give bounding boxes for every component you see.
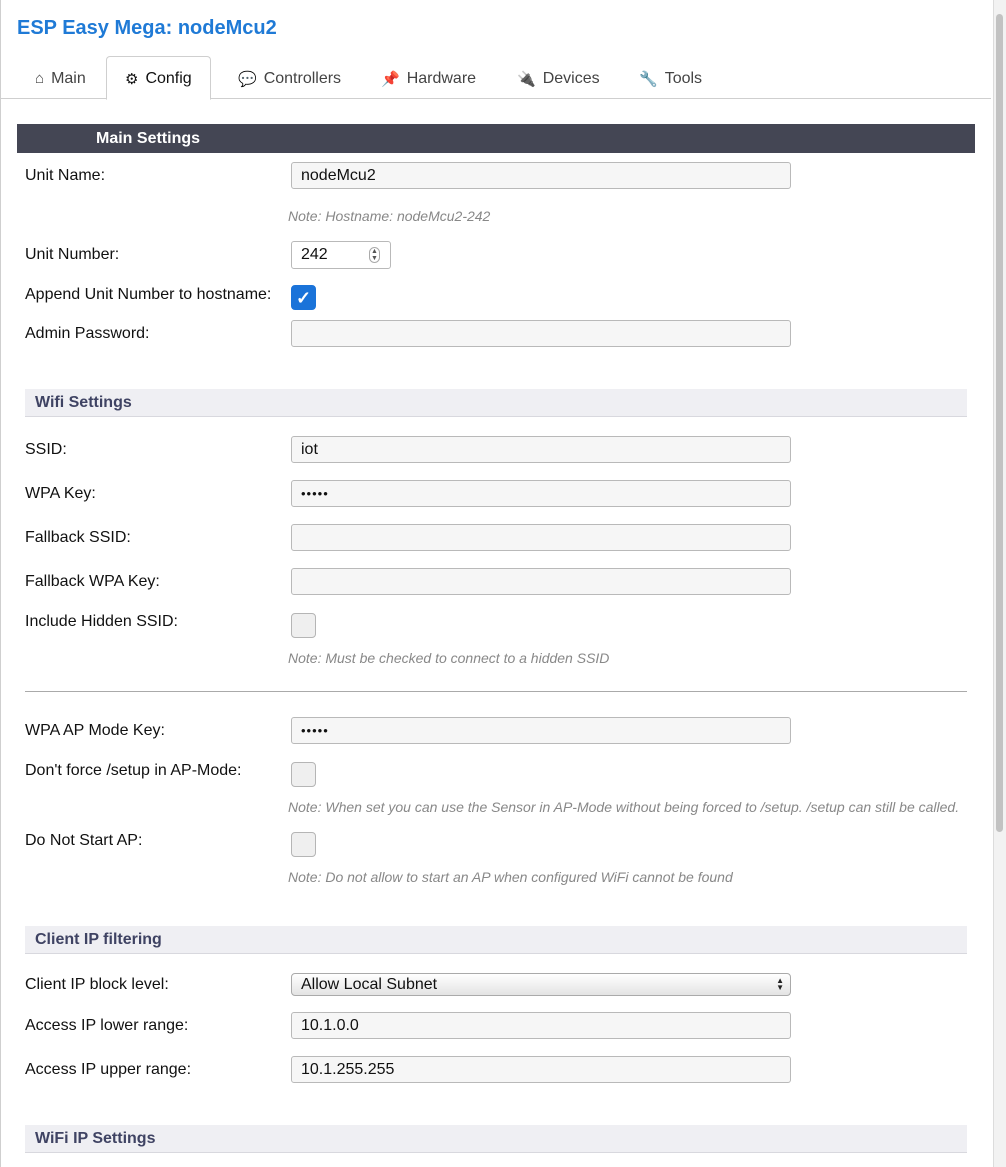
unit-name-label: Unit Name: [25,167,106,184]
unit-number-label: Unit Number: [25,246,120,263]
wpa-key-label: WPA Key: [25,485,96,502]
main-settings-header: Main Settings [17,124,975,153]
wpa-key-input[interactable]: ••••• [291,480,791,507]
access-ip-upper-range-label: Access IP upper range: [25,1061,192,1078]
page-title: ESP Easy Mega: nodeMcu2 [17,17,277,39]
dont-force-setup-note: Note: When set you can use the Sensor in AP-Mode without being forced to /setup. /setup can still be called. [288,799,960,815]
fallback-ssid-label: Fallback SSID: [25,529,131,546]
append-unit-number-checkbox[interactable] [291,285,316,310]
access-ip-upper-range-input[interactable]: 10.1.255.255 [291,1056,791,1083]
home-icon: ⌂ [35,70,45,87]
tab-devices[interactable] [517,56,600,99]
hidden-ssid-note: Note: Must be checked to connect to a hidden SSID [288,650,610,666]
tab-label: Config [145,70,192,87]
tab-bar [1,56,991,99]
wifi-ip-settings-header: WiFi IP Settings [25,1125,967,1153]
client-ip-filtering-header: Client IP filtering [25,926,967,954]
unit-number-stepper[interactable] [291,241,391,269]
dont-force-setup-label: Don't force /setup in AP-Mode: [25,762,242,779]
ssid-label: SSID: [25,441,67,458]
tab-label: Devices [542,69,600,87]
fallback-wpa-key-input[interactable] [291,568,791,595]
append-unit-number-label: Append Unit Number to hostname: [25,286,272,303]
access-ip-lower-range-label: Access IP lower range: [25,1017,189,1034]
admin-password-input[interactable] [291,320,791,347]
tab-label: Controllers [263,69,342,87]
tab-hardware[interactable] [381,56,476,99]
client-ip-block-level-label: Client IP block level: [25,976,169,993]
tab-label: Main [51,69,86,87]
speech-bubble-icon: 💬 [238,70,257,88]
plug-icon: 🔌 [517,70,536,88]
client-ip-block-level-select[interactable] [291,973,791,996]
fallback-ssid-input[interactable] [291,524,791,551]
do-not-start-ap-checkbox[interactable] [291,832,316,857]
select-value: Allow Local Subnet [301,976,438,993]
access-ip-lower-range-input[interactable]: 10.1.0.0 [291,1012,791,1039]
fallback-wpa-key-label: Fallback WPA Key: [25,573,160,590]
wrench-icon: 🔧 [639,70,658,88]
tab-controllers[interactable] [238,56,341,99]
admin-password-label: Admin Password: [25,325,150,342]
ssid-input[interactable]: iot [291,436,791,463]
wpa-ap-mode-key-label: WPA AP Mode Key: [25,722,165,739]
spinner-arrows-icon[interactable]: ▲ ▼ [369,247,380,263]
do-not-start-ap-note: Note: Do not allow to start an AP when configured WiFi cannot be found [288,869,733,885]
scrollbar-thumb[interactable] [996,14,1003,832]
include-hidden-ssid-checkbox[interactable] [291,613,316,638]
tab-label: Hardware [406,69,477,87]
hostname-note: Note: Hostname: nodeMcu2-242 [288,208,491,224]
do-not-start-ap-label: Do Not Start AP: [25,832,143,849]
gear-icon: ⚙ [125,71,139,88]
select-arrows-icon: ▲ ▼ [776,976,784,992]
tab-label: Tools [664,69,703,87]
unit-number-value: 242 [301,246,328,263]
tab-config[interactable] [106,56,211,100]
include-hidden-ssid-label: Include Hidden SSID: [25,613,178,630]
checkmark-icon: ✓ [295,288,312,308]
unit-name-input[interactable]: nodeMcu2 [291,162,791,189]
tab-tools[interactable] [639,56,702,99]
section-divider [25,691,967,692]
tab-main[interactable] [35,56,86,99]
wifi-settings-header: Wifi Settings [25,389,967,417]
wpa-ap-mode-key-input[interactable]: ••••• [291,717,791,744]
pushpin-icon: 📌 [381,70,400,88]
dont-force-setup-checkbox[interactable] [291,762,316,787]
